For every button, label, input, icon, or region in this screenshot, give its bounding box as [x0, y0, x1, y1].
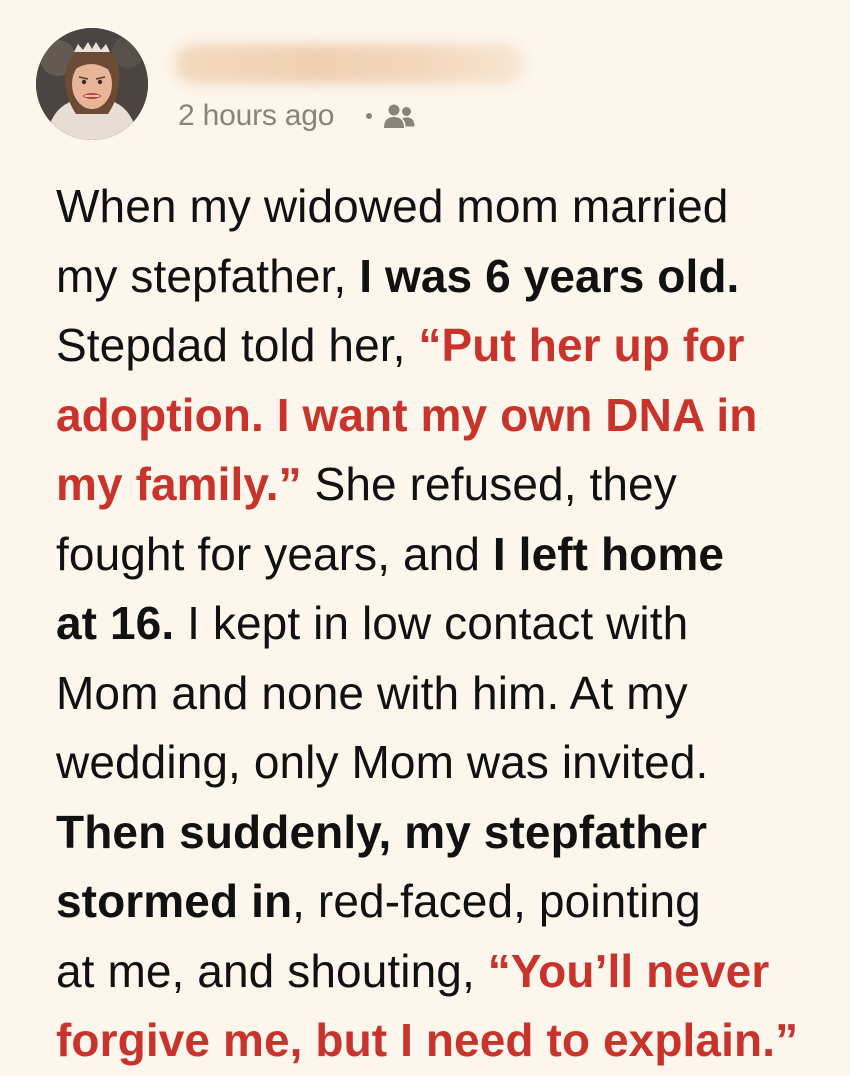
post-body-text	[56, 172, 826, 1076]
avatar-bride-icon	[36, 28, 148, 140]
highlighted-quote: “Put her up for adoption. I want my own DNA in my family.”	[56, 319, 758, 510]
text-segment: She refused, they fought for years, and	[56, 458, 677, 580]
bold-text-segment: I left home at 16.	[56, 527, 725, 649]
text-segment: , red-faced, pointing at me, and shouting,	[56, 875, 701, 997]
text-segment: When my widowed mom married my stepfather,	[56, 180, 729, 302]
timestamp[interactable]: 2 hours ago	[178, 99, 335, 132]
text-segment: I kept in low contact with Mom and none with him. At my wedding, only Mom was invited.	[56, 597, 709, 788]
friends-icon[interactable]	[382, 103, 416, 129]
highlighted-quote: “You’ll never forgive me, but I need to explain.”	[56, 944, 799, 1066]
separator-dot	[366, 113, 372, 119]
username[interactable]	[174, 44, 524, 84]
avatar[interactable]	[36, 28, 148, 140]
text-segment: Stepdad told her,	[56, 319, 406, 371]
post-header	[36, 28, 816, 144]
bold-text-segment: Then suddenly, my stepfather stormed in	[56, 805, 708, 927]
bold-text-segment: I was 6 years old.	[359, 249, 740, 302]
post-meta	[178, 96, 416, 136]
